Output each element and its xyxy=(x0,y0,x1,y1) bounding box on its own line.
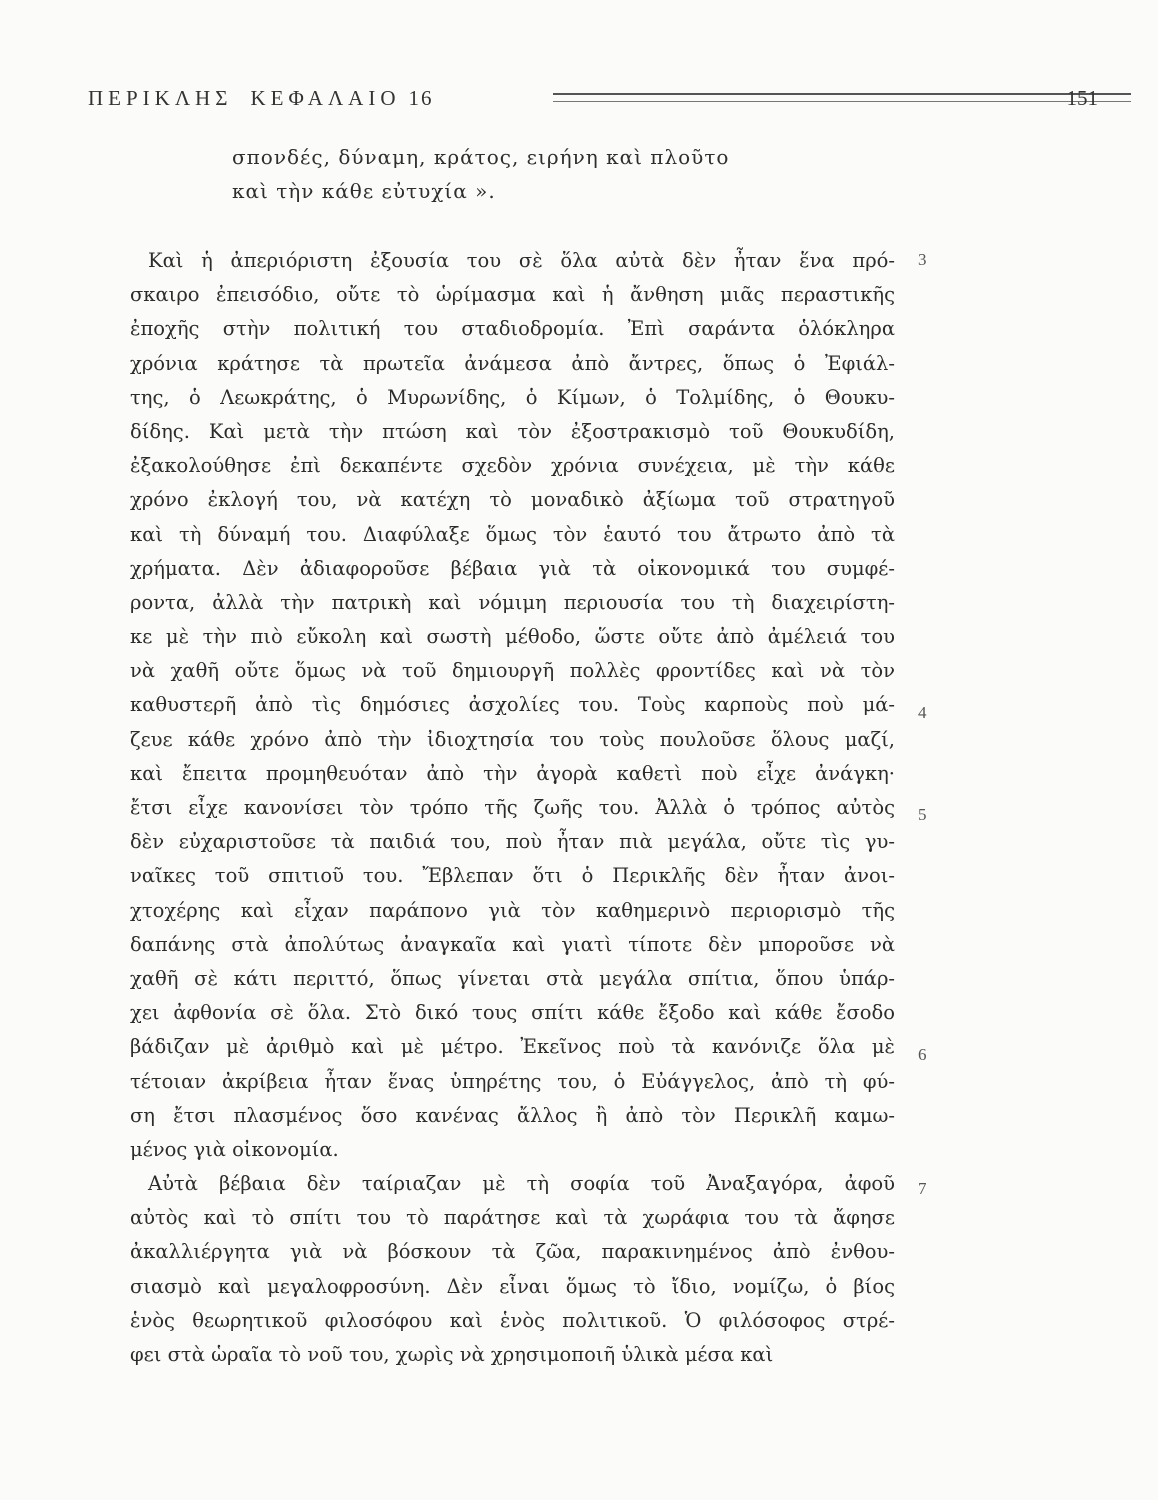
text-line: ση ἔτσι πλασμένος ὅσο κανένας ἄλλος ἢ ἀπὸ τὸν Περικλῆ καμω- xyxy=(130,1103,895,1127)
verse-quote xyxy=(232,140,729,208)
text-line: χει ἀφθονία σὲ ὅλα. Στὸ δικό τους σπίτι κάθε ἔξοδο καὶ κάθε ἔσοδο xyxy=(130,1001,895,1025)
text-line: δίδης. Καὶ μετὰ τὴν πτώση καὶ τὸν ἐξοστρακισμὸ τοῦ Θουκυδίδη, xyxy=(130,419,895,443)
text-line: κε μὲ τὴν πιὸ εὔκολη καὶ σωστὴ μέθοδο, ὥστε οὔτε ἀπὸ ἀμέλειά του xyxy=(130,625,895,649)
text-line: χαθῆ σὲ κάτι περιττό, ὅπως γίνεται στὰ μεγάλα σπίτια, ὅπου ὑπάρ- xyxy=(130,966,895,990)
text-line: δαπάνης στὰ ἀπολύτως ἀναγκαῖα καὶ γιατὶ τίποτε δὲν μποροῦσε νὰ xyxy=(130,932,895,956)
text-line: της, ὁ Λεωκράτης, ὁ Μυρωνίδης, ὁ Κίμων, ὁ Τολμίδης, ὁ Θουκυ- xyxy=(130,385,895,409)
header-chapter-label: ΚΕΦΑΛΑΙΟ xyxy=(250,86,401,110)
header-rule xyxy=(553,93,1131,102)
text-line: χτοχέρης καὶ εἶχαν παράπονο γιὰ τὸν καθημερινὸ περιορισμὸ τῆς xyxy=(130,898,895,922)
text-line: ροντα, ἀλλὰ τὴν πατρικὴ καὶ νόμιμη περιουσία του τὴ διαχειρίστη- xyxy=(130,590,895,614)
margin-section-number: 3 xyxy=(918,250,927,269)
text-line: τέτοιαν ἀκρίβεια ἦταν ἕνας ὑπηρέτης του, ὁ Εὐάγγελος, ἀπὸ τὴ φύ- xyxy=(130,1069,895,1093)
page-number: 151 xyxy=(1066,86,1098,110)
text-line: ἐποχῆς στὴν πολιτική του σταδιοδρομία. Ἐπὶ σαράντα ὁλόκληρα xyxy=(130,317,895,341)
text-line: ἑνὸς θεωρητικοῦ φιλοσόφου καὶ ἑνὸς πολιτικοῦ. Ὁ φιλόσοφος στρέ- xyxy=(130,1308,895,1332)
text-line: δὲν εὐχαριστοῦσε τὰ παιδιά του, ποὺ ἦταν πιὰ μεγάλα, οὔτε τὶς γυ- xyxy=(130,830,895,854)
verse-line: σπονδές, δύναμη, κράτος, ειρήνη καὶ πλοῦτο xyxy=(232,145,730,169)
text-line: καὶ ἔπειτα προμηθευόταν ἀπὸ τὴν ἀγορὰ καθετὶ ποὺ εἶχε ἀνάγκη· xyxy=(130,761,895,785)
text-line: καὶ τὴ δύναμή του. Διαφύλαξε ὅμως τὸν ἑαυτό του ἄτρωτο ἀπὸ τὰ xyxy=(130,522,895,546)
verse-line: καὶ τὴν κάθε εὐτυχία ». xyxy=(232,179,496,203)
margin-section-number: 7 xyxy=(918,1179,927,1198)
text-line: χρόνια κράτησε τὰ πρωτεῖα ἀνάμεσα ἀπὸ ἄντρες, ὅπως ὁ Ἐφιάλ- xyxy=(130,351,895,375)
text-line: ἔτσι εἶχε κανονίσει τὸν τρόπο τῆς ζωῆς του. Ἀλλὰ ὁ τρόπος αὐτὸς xyxy=(130,796,895,819)
running-header xyxy=(88,82,1098,114)
text-line: φει στὰ ὡραῖα τὸ νοῦ του, χωρὶς νὰ χρησιμοποιῆ ὑλικὰ μέσα καὶ xyxy=(130,1343,774,1366)
text-line: αὐτὸς καὶ τὸ σπίτι του τὸ παράτησε καὶ τὰ χωράφια του τὰ ἄφησε xyxy=(130,1206,895,1230)
header-book-title: ΠΕΡΙΚΛΗΣ xyxy=(88,86,233,110)
text-line: βάδιζαν μὲ ἀριθμὸ καὶ μὲ μέτρο. Ἐκεῖνος ποὺ τὰ κανόνιζε ὅλα μὲ xyxy=(130,1035,895,1059)
header-title xyxy=(88,86,434,111)
text-line: Καὶ ἡ ἀπεριόριστη ἐξουσία του σὲ ὅλα αὐτὰ δὲν ἦταν ἕνα πρό- xyxy=(148,249,895,272)
text-line: μένος γιὰ οἰκονομία. xyxy=(130,1137,339,1161)
text-line: χρόνο ἐκλογή του, νὰ κατέχη τὸ μοναδικὸ ἀξίωμα τοῦ στρατηγοῦ xyxy=(130,488,895,512)
margin-section-number: 4 xyxy=(918,703,927,722)
text-line: καθυστερῆ ἀπὸ τὶς δημόσιες ἀσχολίες του. Τοὺς καρποὺς ποὺ μά- xyxy=(130,693,895,717)
text-line: Αὐτὰ βέβαια δὲν ταίριαζαν μὲ τὴ σοφία τοῦ Ἀναξαγόρα, ἀφοῦ xyxy=(148,1172,895,1196)
text-line: ἀκαλλιέργητα γιὰ νὰ βόσκουν τὰ ζῶα, παρακινημένος ἀπὸ ἐνθου- xyxy=(130,1240,895,1264)
margin-section-number: 5 xyxy=(918,805,927,824)
text-line: χρήματα. Δὲν ἀδιαφοροῦσε βέβαια γιὰ τὰ οἰκονομικά του συμφέ- xyxy=(130,556,895,580)
text-line: ἐξακολούθησε ἐπὶ δεκαπέντε σχεδὸν χρόνια συνέχεια, μὲ τὴν κάθε xyxy=(130,454,895,478)
body-text xyxy=(130,244,895,1372)
text-line: σιασμὸ καὶ μεγαλοφροσύνη. Δὲν εἶναι ὅμως τὸ ἴδιο, νομίζω, ὁ βίος xyxy=(130,1274,895,1298)
text-line: νὰ χαθῆ οὔτε ὅμως νὰ τοῦ δημιουργῆ πολλὲς φροντίδες καὶ νὰ τὸν xyxy=(130,659,895,683)
text-line: ναῖκες τοῦ σπιτιοῦ του. Ἔβλεπαν ὅτι ὁ Περικλῆς δὲν ἦταν ἀνοι- xyxy=(130,864,895,888)
text-line: σκαιρο ἐπεισόδιο, οὔτε τὸ ὡρίμασμα καὶ ἡ ἄνθηση μιᾶς περαστικῆς xyxy=(130,283,895,307)
text-line: ζευε κάθε χρόνο ἀπὸ τὴν ἰδιοχτησία του τοὺς πουλοῦσε ὅλους μαζί, xyxy=(130,727,895,751)
margin-section-number: 6 xyxy=(918,1045,927,1064)
header-chapter-number: 16 xyxy=(408,86,434,110)
